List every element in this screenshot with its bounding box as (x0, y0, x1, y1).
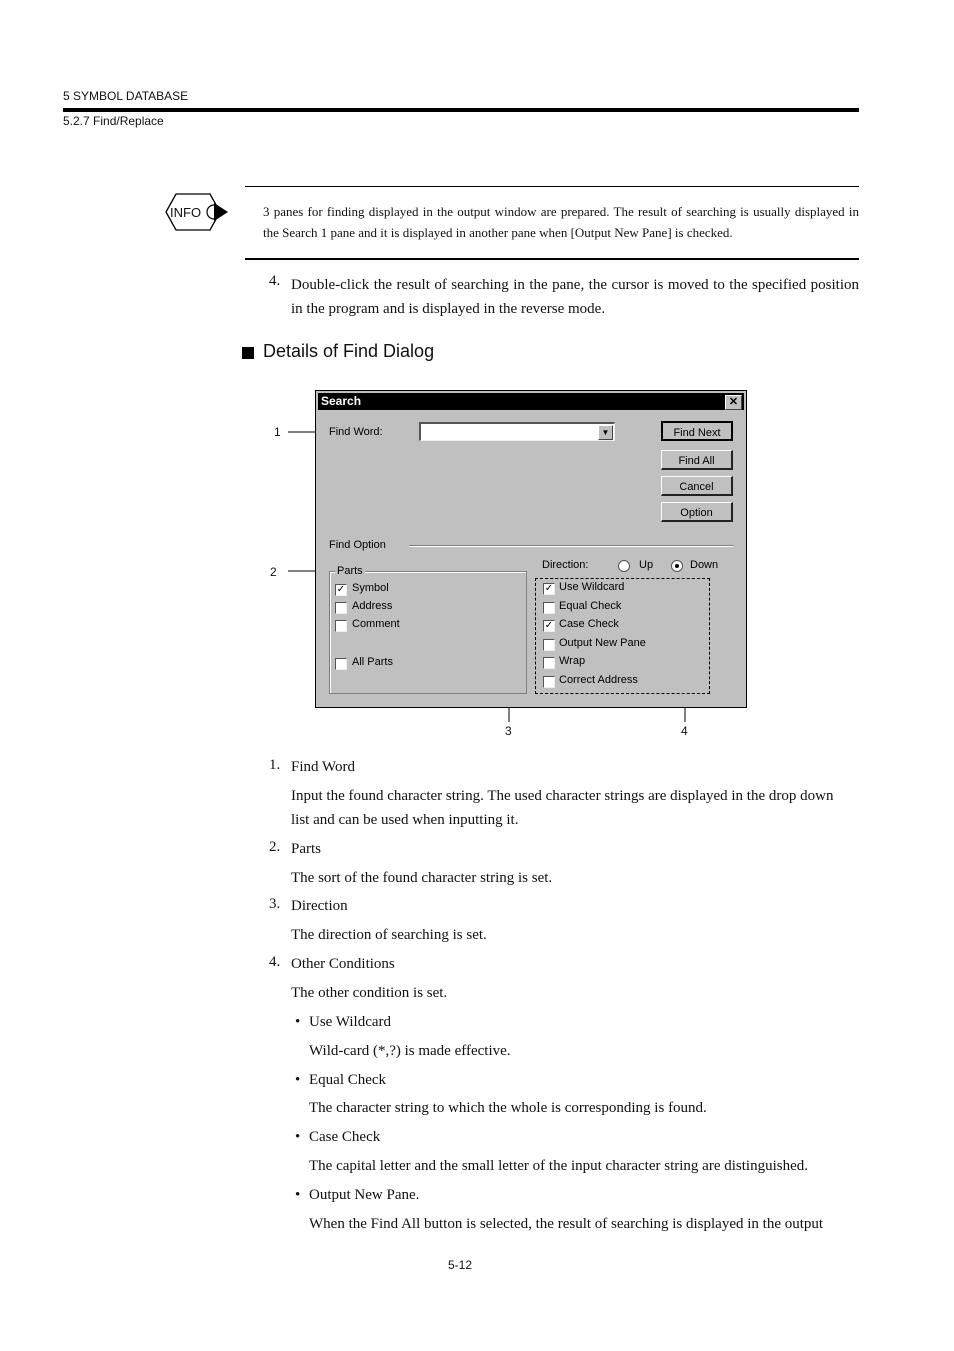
case-check-label: Case Check (559, 618, 619, 630)
info-icon-label: INFO (170, 205, 202, 220)
parts-label: Parts (337, 565, 363, 577)
item4-number: 4. (269, 954, 281, 970)
bullet1-desc: Wild-card (*,?) is made effective. (309, 1043, 511, 1059)
cancel-button[interactable]: Cancel (661, 476, 733, 496)
find-word-label: Find Word: (329, 426, 383, 438)
direction-down-label: Down (690, 559, 719, 571)
item4-title: Other Conditions (291, 956, 395, 972)
symbol-checkbox[interactable]: ✓ (336, 584, 346, 595)
page-number: 5-12 (448, 1258, 473, 1272)
wrap-label: Wrap (559, 655, 586, 667)
info-text: 3 panes for finding displayed in the output window are prepared. The result of searching is usually displayed in the Search 1 pane and it is displayed in another pane when [Output New Pane] is checked. (263, 204, 859, 240)
symbol-label: Symbol (352, 582, 389, 594)
bullet4-title: Output New Pane. (309, 1187, 420, 1203)
find-next-button[interactable]: Find Next (661, 421, 733, 441)
bullet4-dot: • (295, 1187, 301, 1203)
find-word-combobox[interactable] (419, 422, 615, 441)
dialog-title: Search (321, 394, 362, 408)
item3-desc: The direction of searching is set. (291, 927, 487, 943)
all-parts-label: All Parts (352, 656, 393, 668)
step4-text: Double-click the result of searching in the pane, the cursor is moved to the specified position in the program and is displayed in the reverse mode. (291, 277, 859, 317)
find-option-label: Find Option (329, 539, 386, 551)
use-wildcard-checkbox[interactable]: ✓ (544, 583, 554, 594)
search-dialog (315, 390, 747, 708)
section-title: Details of Find Dialog (263, 341, 435, 361)
output-new-pane-label: Output New Pane (559, 637, 646, 649)
dialog-titlebar (318, 393, 744, 410)
direction-up-label: Up (639, 559, 654, 571)
address-checkbox[interactable] (335, 602, 347, 614)
direction-down-radio[interactable] (671, 560, 683, 572)
bullet3-title: Case Check (309, 1129, 381, 1145)
all-parts-checkbox[interactable] (335, 658, 347, 670)
option-button[interactable]: Option (661, 502, 733, 522)
item3-number: 3. (269, 896, 281, 912)
step4-number: 4. (269, 273, 281, 289)
bullet1-title: Use Wildcard (309, 1014, 392, 1030)
output-new-pane-checkbox[interactable] (543, 639, 555, 651)
callout-4: 4 (681, 724, 688, 738)
item4-desc: The other condition is set. (291, 985, 448, 1001)
bullet3-desc: The capital letter and the small letter of the input character string are distinguished. (309, 1158, 808, 1174)
bullet2-desc: The character string to which the whole is corresponding is found. (309, 1100, 707, 1116)
chapter-header: 5 SYMBOL DATABASE (63, 89, 189, 103)
bullet1-dot: • (295, 1014, 301, 1030)
comment-label: Comment (352, 618, 400, 630)
wrap-checkbox[interactable] (543, 657, 555, 669)
correct-address-label: Correct Address (559, 674, 638, 686)
find-all-button[interactable]: Find All (661, 450, 733, 470)
close-button[interactable]: ✕ (725, 395, 742, 410)
item2-desc: The sort of the found character string is set. (291, 870, 553, 886)
bullet4-desc: When the Find All button is selected, the result of searching is displayed in the output (309, 1216, 824, 1232)
direction-up-radio[interactable] (618, 560, 630, 572)
use-wildcard-label: Use Wildcard (559, 581, 625, 593)
item2-number: 2. (269, 839, 281, 855)
bullet3-dot: • (295, 1129, 301, 1145)
case-check-checkbox[interactable]: ✓ (544, 620, 554, 631)
section-header: 5.2.7 Find/Replace (63, 114, 164, 128)
item3-title: Direction (291, 898, 348, 914)
find-option-separator (409, 545, 733, 547)
address-label: Address (352, 600, 393, 612)
equal-check-label: Equal Check (559, 600, 622, 612)
comment-checkbox[interactable] (335, 620, 347, 632)
equal-check-checkbox[interactable] (543, 602, 555, 614)
direction-label: Direction: (542, 559, 589, 571)
chevron-down-icon[interactable]: ▼ (598, 425, 613, 440)
callout-3: 3 (505, 724, 512, 738)
item1-desc: Input the found character string. The used character strings are displayed in the drop down list and can be used when inputting it. (291, 788, 834, 828)
item1-title: Find Word (291, 759, 355, 775)
item1-number: 1. (269, 757, 281, 773)
callout-1: 1 (274, 425, 281, 439)
bullet2-dot: • (295, 1072, 301, 1088)
bullet2-title: Equal Check (309, 1072, 387, 1088)
item2-title: Parts (291, 841, 321, 857)
callout-2: 2 (270, 565, 277, 579)
correct-address-checkbox[interactable] (543, 676, 555, 688)
